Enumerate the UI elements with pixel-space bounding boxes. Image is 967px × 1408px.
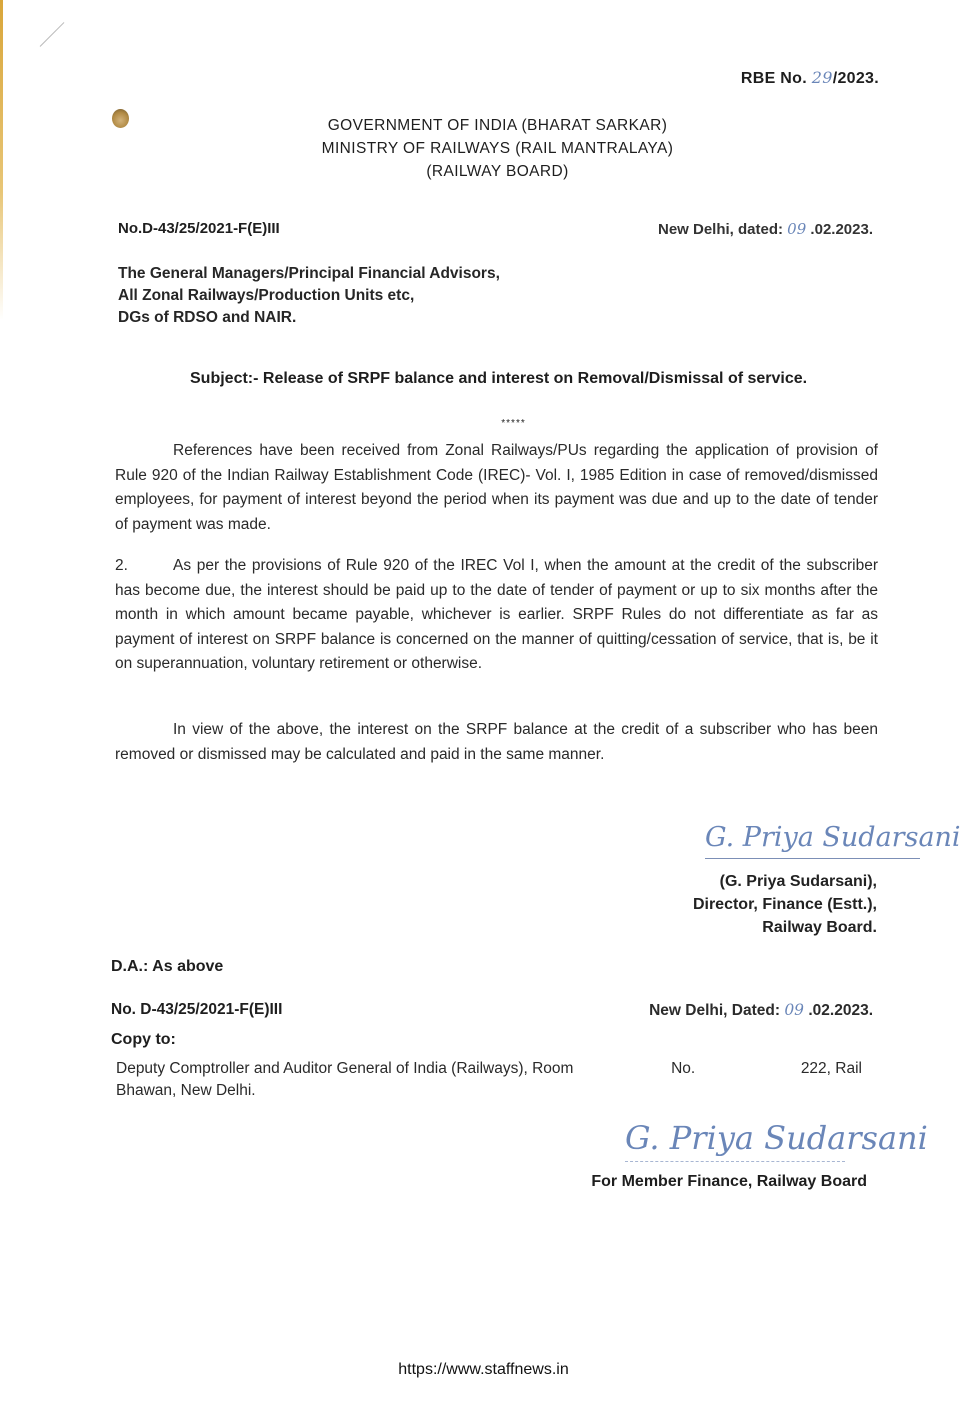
addressees (118, 263, 500, 329)
addressee-line: All Zonal Railways/Production Units etc, (118, 287, 415, 304)
copy-to-recipient (116, 1058, 862, 1102)
letterhead-line-board: (RAILWAY BOARD) (426, 163, 569, 180)
for-member-finance-caption: For Member Finance, Railway Board (591, 1173, 867, 1190)
subject-line: Subject:- Release of SRPF balance and interest on Removal/Dismissal of service. (190, 370, 808, 387)
copy-reference-date: New Delhi, Dated: 09 .02.2023. (649, 1001, 873, 1019)
copy-to-label: Copy to: (111, 1031, 176, 1048)
footer-url: https://www.staffnews.in (398, 1361, 569, 1378)
separator-stars: ***** (501, 418, 526, 429)
handwritten-signature: G. Priya Sudarsani (705, 818, 920, 859)
copy-recipient-line-1: Deputy Comptroller and Auditor General of India (Railways), Room No. 222, Rail (116, 1060, 862, 1077)
reference-date: New Delhi, dated: 09 .02.2023. (657, 220, 873, 238)
handwritten-signature-second: G. Priya Sudarsani (625, 1115, 845, 1162)
letterhead (0, 114, 967, 183)
signer-name: (G. Priya Sudarsani), (719, 873, 877, 890)
paragraph-number: 2. (115, 557, 128, 574)
pencil-mark (40, 22, 65, 47)
paragraph-1: References have been received from Zonal Railways/PUs regarding the application of provision of Rule 920 of the Indian Railway Establishment Code (IREC)- Vol. I, 1985 Edition in case of removed/dismissed employees, for payment of interest beyond the period when its payment was due and up to the date of tender of payment was made. (115, 442, 878, 533)
copy-reference-number: No. D-43/25/2021-F(E)III (111, 1001, 283, 1018)
paragraph-2: 2. As per the provisions of Rule 920 of the IREC Vol I, when the amount at the credit of the subscriber has become due, the interest should be paid up to the date of tender of payment or up to six months after the month in which amount became payable, whichever is earlier. SRPF Rules do not differentiate as far as payment of interest on SRPF balance is concerned on the manner of quitting/cessation of service, that is, be it on superannuation, voluntary retirement or otherwise. (115, 554, 878, 677)
rbe-number: RBE No. 29/2023. (740, 68, 879, 87)
letterhead-line-government: GOVERNMENT OF INDIA (BHARAT SARKAR) (327, 117, 668, 134)
addressee-line: DGs of RDSO and NAIR. (118, 309, 297, 326)
addressee-line: The General Managers/Principal Financial Advisors, (118, 265, 500, 282)
reference-number: No.D-43/25/2021-F(E)III (118, 220, 280, 237)
letterhead-line-ministry: MINISTRY OF RAILWAYS (RAIL MANTRALAYA) (321, 140, 674, 157)
signer-designation: Director, Finance (Estt.), (692, 896, 877, 913)
signer-office: Railway Board. (762, 919, 877, 936)
signature-block (693, 870, 877, 939)
handwritten-date-day: 09 (787, 220, 807, 238)
handwritten-date-day: 09 (784, 1001, 805, 1019)
da-line: D.A.: As above (111, 958, 224, 975)
copy-recipient-line-2: Bhawan, New Delhi. (116, 1082, 256, 1099)
paragraph-3: In view of the above, the interest on the SRPF balance at the credit of a subscriber who has been removed or dismissed may be calculated and paid in the same manner. (115, 721, 878, 763)
rbe-handwritten-number: 29 (811, 68, 833, 87)
